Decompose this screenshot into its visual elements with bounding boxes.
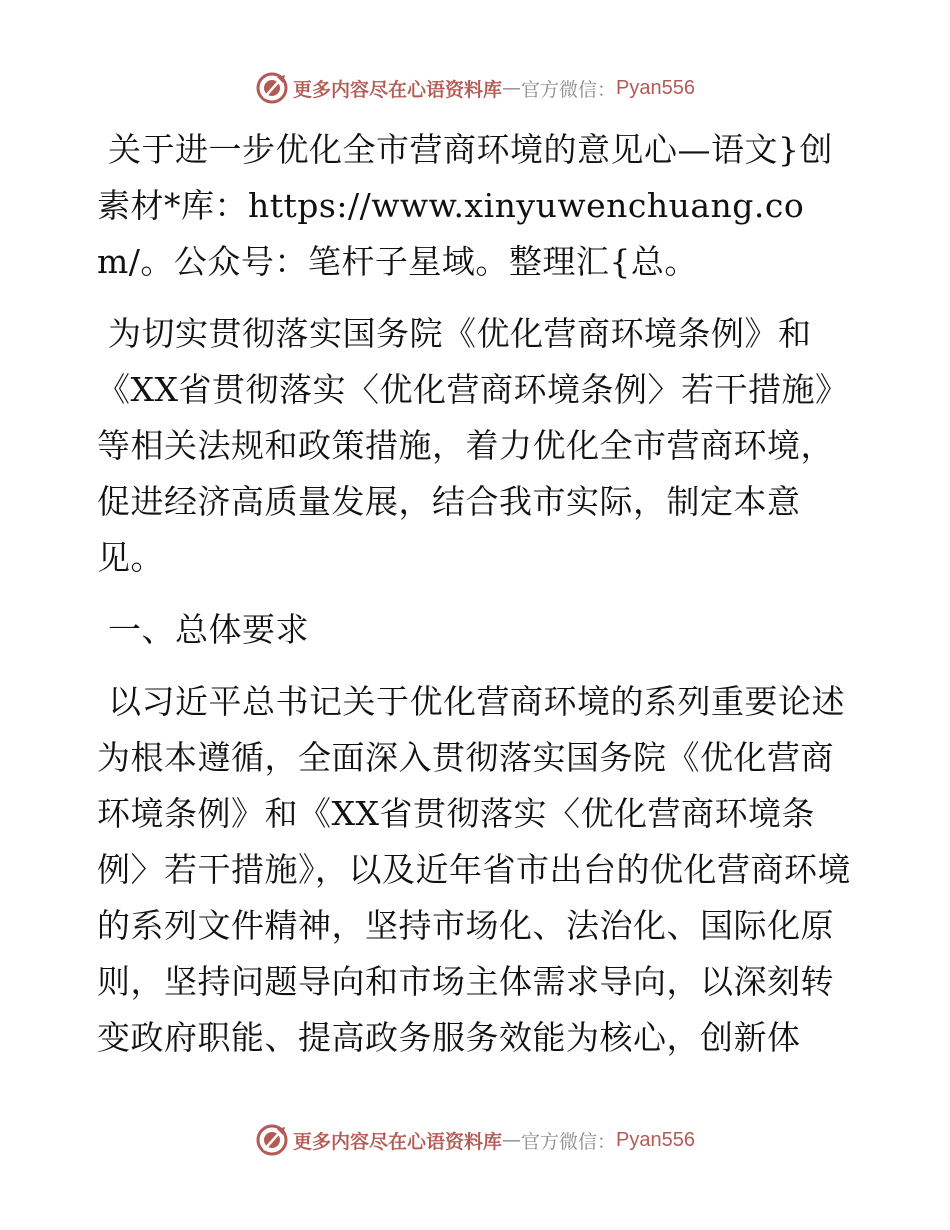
section-heading: 一、总体要求 — [108, 610, 309, 649]
quill-seal-icon — [255, 71, 289, 105]
paragraph-requirements: 以习近平总书记关于优化营商环境的系列重要论述为根本遵循，全面深入贯彻落实国务院《优化营商环境条例》和《XX省贯彻落实〈优化营商环境条例〉若干措施》，以及近年省市出台的优化营商环境的系列文件精神，坚持市场化、法治化、国际化原则，坚持问题导向和市场主体需求导向，以深刻转变政府职能、提高政务服务效能为核心，创新体 — [97, 682, 851, 1057]
banner-title: 更多内容尽在心语资料库 — [293, 1130, 503, 1153]
paragraph-intro: 为切实贯彻落实国务院《优化营商环境条例》和《XX省贯彻落实〈优化营商环境条例〉若干措施》等相关法规和政策措施，着力优化全市营商环境，促进经济高质量发展，结合我市实际，制定本意见。 — [97, 314, 849, 577]
banner-title: 更多内容尽在心语资料库 — [293, 78, 503, 101]
banner-wechat-label: 官方微信： — [521, 1130, 617, 1153]
banner-wechat-id: Pyan556 — [616, 1128, 695, 1151]
banner-dash: — — [502, 1129, 522, 1151]
quill-seal-icon — [255, 1123, 289, 1157]
footer-banner — [0, 1120, 950, 1160]
banner-wechat-label: 官方微信： — [521, 78, 617, 101]
header-banner — [0, 68, 950, 108]
banner-dash: — — [502, 77, 522, 99]
banner-wechat-id: Pyan556 — [616, 76, 695, 99]
document-body — [97, 122, 857, 1082]
paragraph-title: 关于进一步优化全市营商环境的意见心—语文}创素材*库：https://www.xinyuwenchuang.com/。公众号：笔杆子星域。整理汇{总。 — [97, 130, 833, 281]
